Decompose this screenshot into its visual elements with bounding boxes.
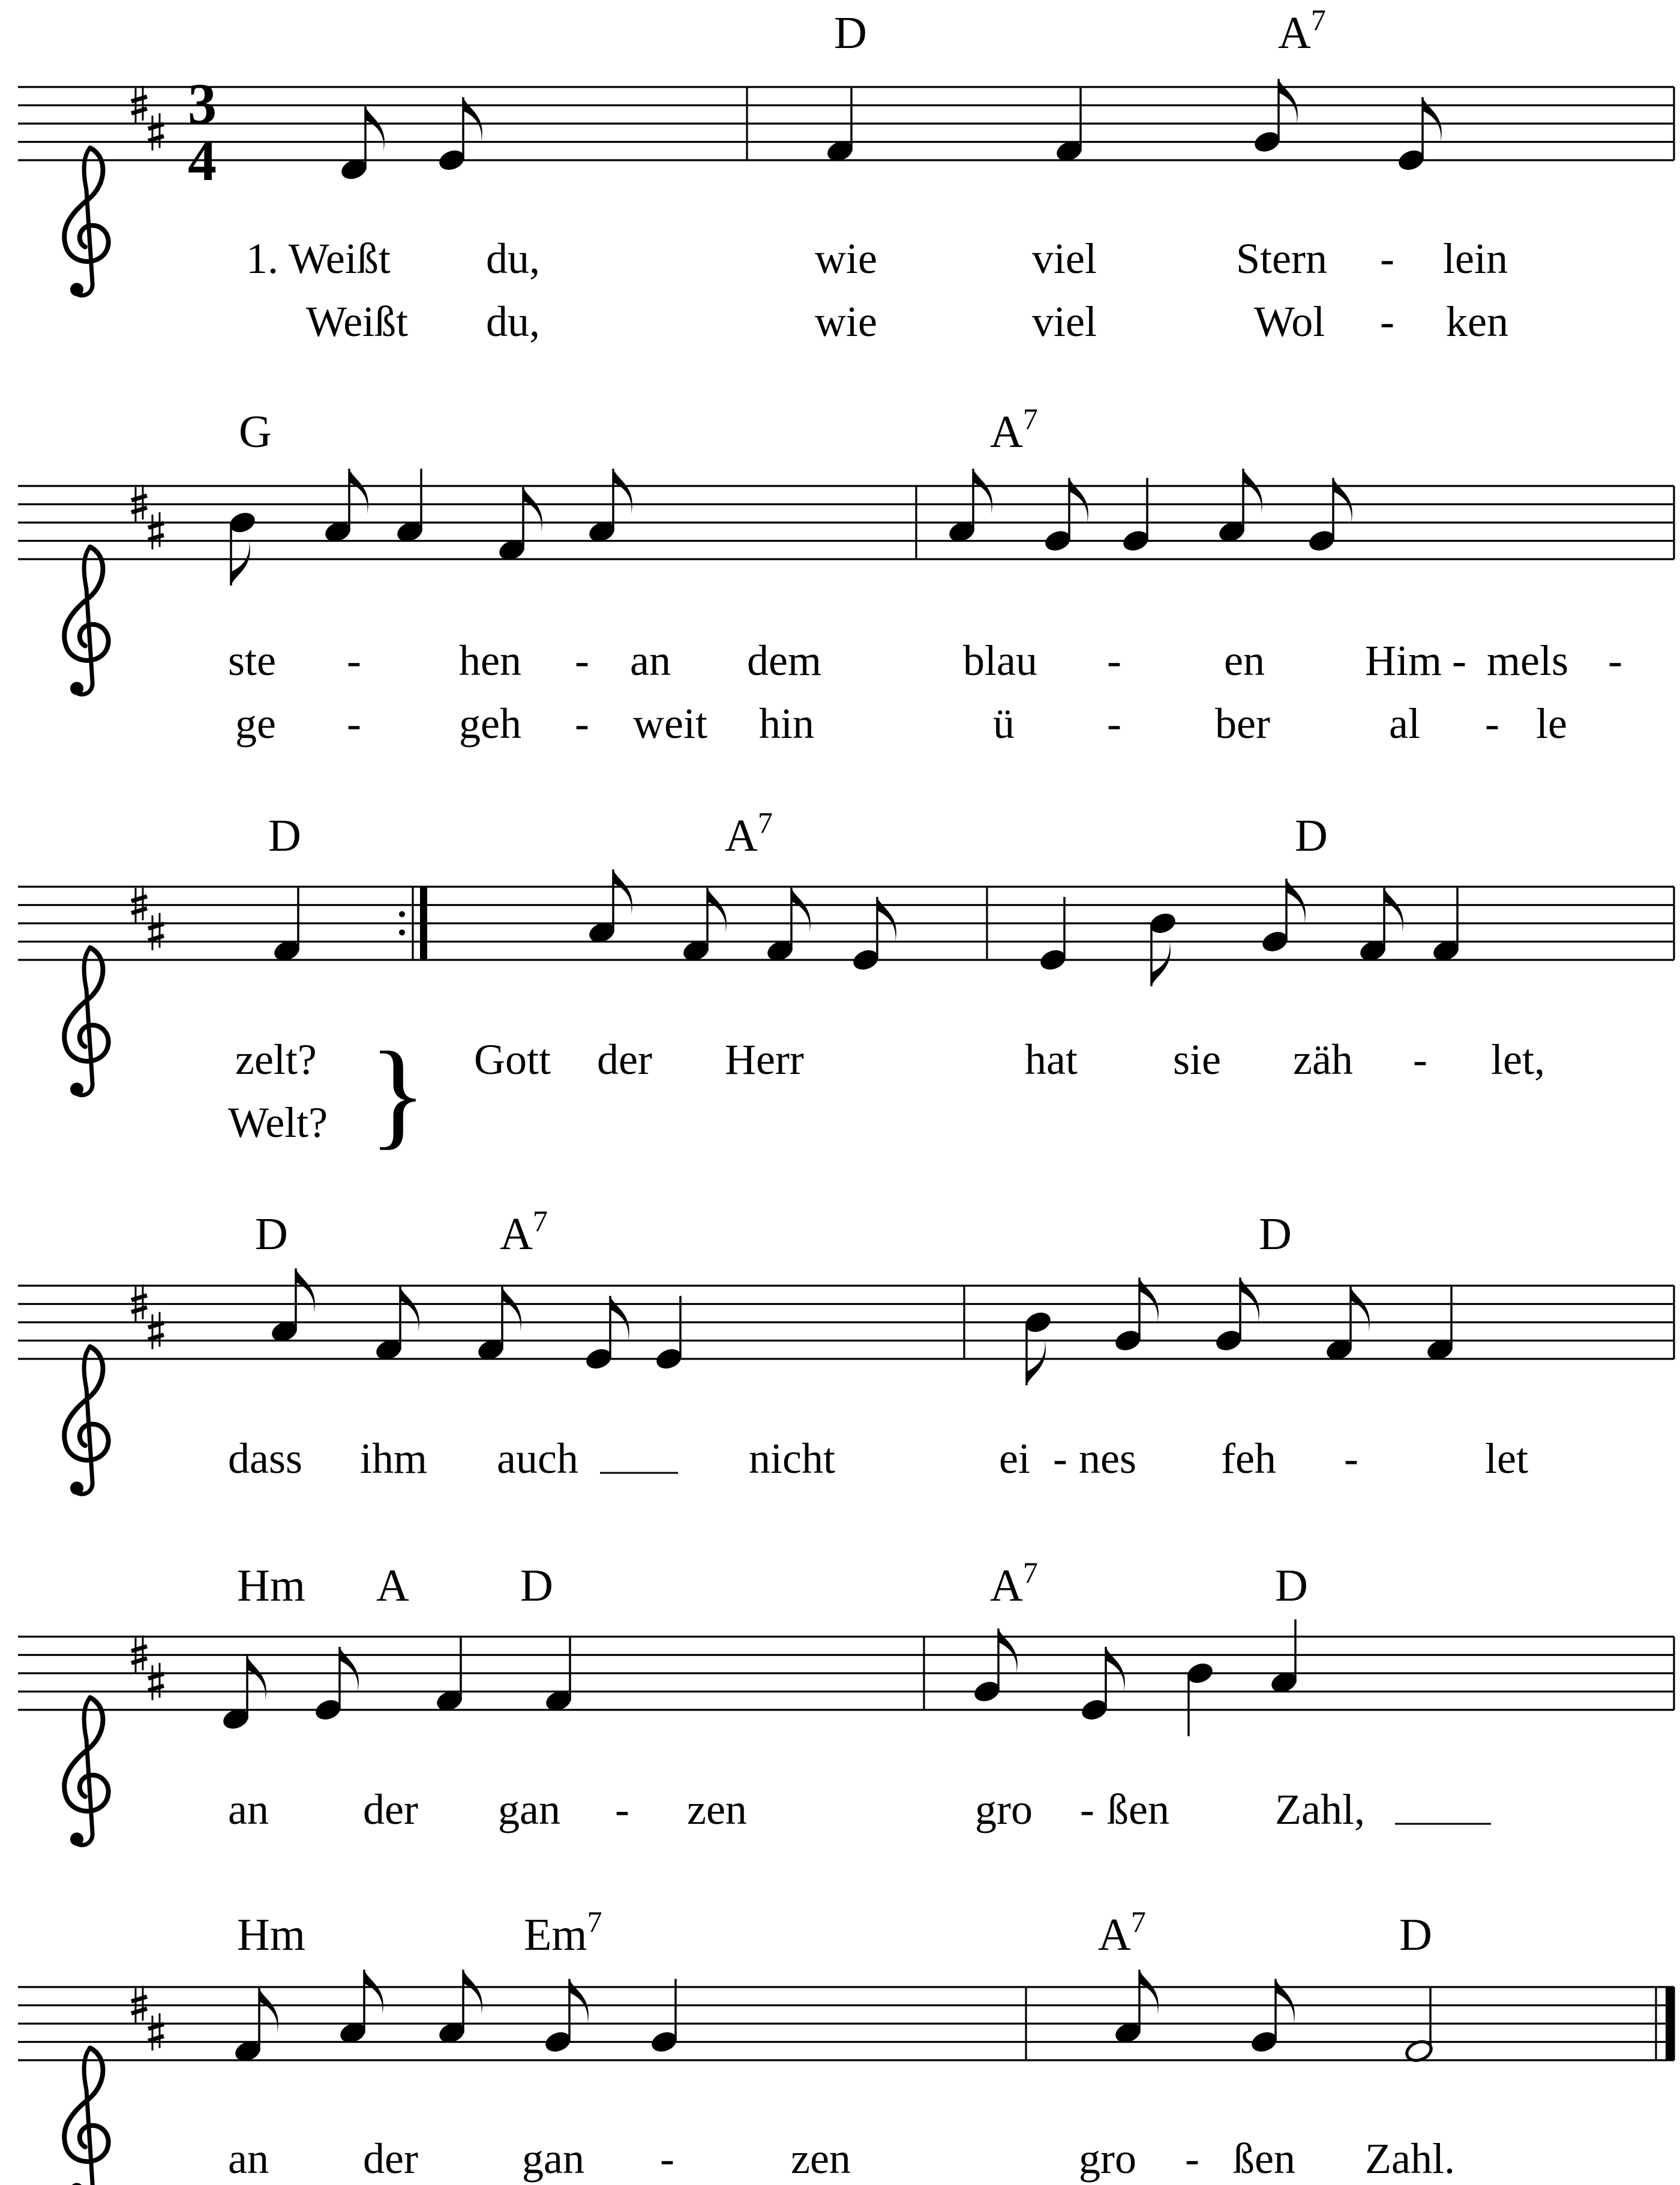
- note-flag: [349, 469, 368, 514]
- chord-symbol: D: [268, 811, 301, 861]
- lyric-syllable: Zahl,: [1275, 1785, 1365, 1833]
- lyric-syllable: nicht: [749, 1434, 835, 1482]
- chord-symbol: $A^7$: [990, 402, 1038, 457]
- repeat-dot: [399, 911, 405, 917]
- lyric-syllable: an: [228, 2135, 269, 2183]
- lyric-syllable: -: [615, 1785, 629, 1833]
- lyric-syllable: -: [575, 700, 589, 748]
- lyric-syllable: -: [1380, 298, 1394, 346]
- lyric-syllable: der: [597, 1036, 652, 1084]
- treble-clef-icon: [64, 2048, 108, 2185]
- lyric-syllable: -: [1413, 1036, 1427, 1084]
- lyric-syllable: wie: [815, 235, 877, 283]
- time-signature-numerator: 3: [188, 71, 217, 136]
- lyric-syllable: viel: [1032, 298, 1097, 346]
- note-flag: [523, 487, 542, 532]
- lyric-syllable: Zahl.: [1365, 2135, 1455, 2183]
- note-flag: [1384, 888, 1403, 933]
- lyric-syllable: ber: [1215, 700, 1270, 748]
- lyric-syllable: auch: [497, 1434, 578, 1482]
- treble-clef-icon: [64, 948, 108, 1096]
- lyric-syllable: -: [1608, 637, 1622, 685]
- lyric-syllable: an: [630, 637, 671, 685]
- lyric-syllable: al: [1389, 700, 1420, 748]
- treble-clef-icon: [64, 1347, 108, 1495]
- chord-symbol: Hm: [237, 1560, 305, 1611]
- lyric-syllable: ei: [999, 1434, 1030, 1482]
- lyric-syllable: let,: [1491, 1036, 1545, 1084]
- lyric-syllable: gro: [975, 1785, 1033, 1833]
- note-flag: [1139, 1278, 1159, 1323]
- note-flag: [463, 97, 482, 142]
- lyric-syllable: Him: [1365, 637, 1442, 685]
- lyric-syllable: -: [1452, 637, 1466, 685]
- note-flag: [340, 1647, 359, 1692]
- lyric-syllable: der: [363, 2135, 418, 2183]
- lyric-syllable: -: [575, 637, 589, 685]
- lyrics-system-3: [228, 1028, 1545, 1160]
- time-signature-denominator: 4: [188, 128, 217, 193]
- lyric-syllable: ihm: [360, 1434, 428, 1482]
- note-flag: [400, 1287, 419, 1332]
- note-flag: [613, 469, 632, 514]
- lyric-syllable: Wol: [1254, 298, 1325, 346]
- chord-symbol: D: [520, 1560, 553, 1611]
- lyric-syllable: der: [363, 1785, 418, 1833]
- lyric-syllable: nes: [1079, 1434, 1136, 1482]
- lyric-syllable: ken: [1446, 298, 1508, 346]
- sharp-icon: [148, 2013, 164, 2051]
- lyric-syllable: gan: [498, 1785, 560, 1833]
- note-flag: [502, 1287, 521, 1332]
- lyric-syllable: ste: [228, 637, 276, 685]
- chord-symbol: D: [1259, 1209, 1292, 1259]
- lyric-syllable: lein: [1443, 235, 1508, 283]
- lyric-syllable: sie: [1173, 1036, 1221, 1084]
- note-flag: [1279, 79, 1298, 124]
- lyric-syllable: gro: [1079, 2135, 1136, 2183]
- note-flag: [247, 1656, 266, 1701]
- lyric-syllable: -: [347, 700, 361, 748]
- lyric-syllable: -: [1185, 2135, 1199, 2183]
- treble-clef-icon: [64, 1698, 108, 1846]
- note-flag: [463, 1970, 482, 2015]
- chord-symbol: G: [239, 407, 272, 457]
- chord-symbol: A: [376, 1560, 409, 1611]
- note-flag: [791, 888, 811, 933]
- lyric-syllable: Gott: [474, 1036, 551, 1084]
- lyric-syllable: zelt?: [235, 1036, 317, 1084]
- lyric-syllable: hin: [759, 700, 815, 748]
- chord-symbol: $A^7$: [725, 806, 773, 861]
- lyric-syllable: ge: [235, 700, 276, 748]
- lyric-syllable: mels: [1487, 637, 1568, 685]
- lyric-syllable: -: [1107, 637, 1121, 685]
- lyric-syllable: ßen: [1233, 2135, 1295, 2183]
- lyric-syllable: geh: [459, 700, 521, 748]
- note-flag: [296, 1268, 315, 1313]
- lyrics-system-4: [228, 1434, 1528, 1482]
- lyric-syllable: -: [1485, 700, 1499, 748]
- verse-brace: }: [369, 1028, 427, 1160]
- lyric-syllable: du,: [486, 298, 540, 346]
- lyric-syllable: du,: [486, 235, 540, 283]
- lyric-syllable: dass: [228, 1434, 302, 1482]
- note-flag: [1106, 1647, 1125, 1692]
- lyric-syllable: -: [1344, 1434, 1358, 1482]
- chord-symbol: $A^7$: [1278, 3, 1326, 58]
- lyric-syllable: -: [347, 637, 361, 685]
- note-flag: [1286, 879, 1306, 924]
- chord-symbol: $A^7$: [990, 1556, 1038, 1611]
- lyric-syllable: Weißt: [306, 298, 409, 346]
- chord-symbol: D: [1295, 811, 1328, 861]
- sharp-icon: [148, 913, 164, 950]
- note-flag: [569, 1979, 589, 2024]
- note-flag: [259, 1988, 278, 2033]
- repeat-end-bar: [420, 887, 427, 960]
- lyric-syllable: -: [1380, 235, 1394, 283]
- lyric-syllable: -: [1080, 1785, 1094, 1833]
- lyric-syllable: zen: [687, 1785, 747, 1833]
- lyric-syllable: -: [1107, 700, 1121, 748]
- chord-symbol: $A^7$: [1098, 1905, 1146, 1960]
- chord-symbol: D: [255, 1209, 288, 1259]
- note-flag: [1240, 1278, 1259, 1323]
- lyric-syllable: zäh: [1293, 1036, 1353, 1084]
- chord-symbol: $A^7$: [500, 1204, 548, 1259]
- note-flag: [1423, 97, 1442, 142]
- note-flag: [1027, 1340, 1046, 1385]
- lyrics-system-5: [228, 1785, 1491, 1833]
- lyric-syllable: wie: [815, 298, 877, 346]
- lyric-syllable: zen: [791, 2135, 851, 2183]
- note-flag: [365, 106, 385, 151]
- lyric-syllable: feh: [1221, 1434, 1276, 1482]
- lyric-syllable: Stern: [1236, 235, 1327, 283]
- note-flag: [998, 1629, 1018, 1674]
- sharp-icon: [148, 1312, 164, 1349]
- note-flag: [364, 1970, 383, 2015]
- sharp-icon: [148, 113, 164, 151]
- lyrics-system-2: [228, 637, 1622, 748]
- final-barline: [1666, 1987, 1674, 2060]
- note-flag: [1333, 478, 1352, 523]
- lyric-syllable: viel: [1032, 235, 1097, 283]
- lyric-syllable: gan: [522, 2135, 584, 2183]
- treble-clef-icon: [64, 148, 108, 296]
- note-flag: [1139, 1970, 1159, 2015]
- lyric-syllable: -: [660, 2135, 674, 2183]
- note-flag: [1151, 941, 1171, 986]
- chord-symbol: D: [1275, 1560, 1308, 1611]
- lyric-syllable: en: [1224, 637, 1265, 685]
- lyric-syllable: blau: [963, 637, 1037, 685]
- treble-clef-icon: [64, 547, 108, 695]
- chord-symbol: D: [1399, 1910, 1432, 1960]
- lyric-syllable: le: [1536, 700, 1567, 748]
- note-flag: [610, 1296, 629, 1341]
- chord-symbol: Em$^7$: [524, 1905, 602, 1960]
- lyric-syllable: hat: [1025, 1036, 1078, 1084]
- lyric-syllable: dem: [747, 637, 821, 685]
- lyrics-system-1: [246, 235, 1508, 346]
- sharp-icon: [148, 512, 164, 550]
- lyric-syllable: ü: [993, 700, 1015, 748]
- note-flag: [1243, 469, 1262, 514]
- chord-symbol: Hm: [237, 1910, 305, 1960]
- lyric-syllable: hen: [459, 637, 521, 685]
- sharp-icon: [148, 1663, 164, 1700]
- lyric-syllable: Herr: [725, 1036, 804, 1084]
- lyric-syllable: an: [228, 1785, 269, 1833]
- lyrics-system-6: [228, 2135, 1455, 2183]
- lyric-syllable: ßen: [1107, 1785, 1169, 1833]
- note-flag: [877, 897, 896, 942]
- note-flag: [231, 541, 250, 586]
- lyric-syllable: weit: [633, 700, 707, 748]
- note-flag: [613, 869, 632, 914]
- note-flag: [707, 888, 727, 933]
- note-flag: [973, 469, 992, 514]
- lyric-syllable: 1. Weißt: [246, 235, 391, 283]
- note-flag: [1276, 1979, 1295, 2024]
- lyric-syllable: Welt?: [228, 1098, 328, 1146]
- repeat-dot: [399, 929, 405, 935]
- note-flag: [1351, 1287, 1370, 1332]
- chord-symbol: D: [834, 8, 867, 58]
- note-flag: [1069, 478, 1088, 523]
- lyric-syllable: -: [1053, 1434, 1067, 1482]
- lyric-syllable: let: [1485, 1434, 1528, 1482]
